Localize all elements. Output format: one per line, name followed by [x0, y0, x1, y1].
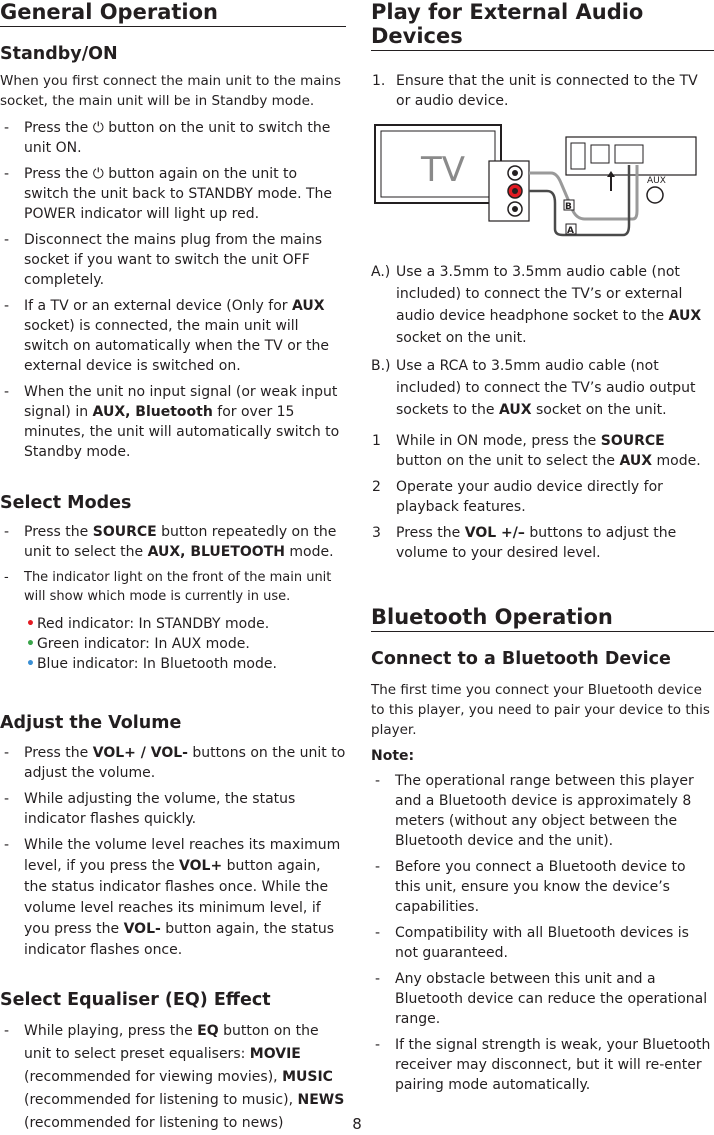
connection-diagram — [371, 121, 701, 241]
note-bullet-4: - Any obstacle between this unit and a Bluetooth device can reduce the operational range. — [375, 971, 708, 1027]
green-dot-icon: • — [26, 636, 35, 652]
modes-bullet-1: - Press the SOURCE button repeatedly on the unit to select the AUX, BLUETOOTH mode. — [4, 524, 337, 560]
step-1-source: 1 While in ON mode, press the SOURCE button on the unit to select the AUX mode. — [372, 433, 701, 469]
aux-socket-icon — [647, 187, 663, 203]
volume-bullet-3: - While the volume level reaches its maximum level, if you press the VOL+ button again, the status indicator flashes once. While the volume level reaches its minimum level, if you press the VOL- button again, the status indicator flashes once. — [4, 837, 341, 958]
section-title-bluetooth: Bluetooth Operation — [371, 605, 714, 632]
volume-bullet-2: - While adjusting the volume, the status indicator flashes quickly. — [4, 791, 296, 827]
heading-select-eq: Select Equaliser (EQ) Effect — [0, 990, 271, 1010]
heading-adjust-volume: Adjust the Volume — [0, 713, 182, 733]
heading-select-modes: Select Modes — [0, 493, 132, 513]
tv-audio-sockets — [489, 161, 529, 221]
section-title-general-operation: General Operation — [0, 0, 346, 27]
option-b: B.) Use a RCA to 3.5mm audio cable (not included) to connect the TV’s audio output sockets to the AUX socket on the unit. — [371, 358, 696, 418]
step-3-volume: 3 Press the VOL +/– buttons to adjust the volume to your desired level. — [372, 525, 677, 561]
indicator-blue: • Blue indicator: In Bluetooth mode. — [26, 656, 277, 672]
note-bullet-5: - If the signal strength is weak, your Bluetooth receiver may disconnect, but it will re-enter pairing mode automatically. — [375, 1037, 711, 1093]
cable-label-a: A — [567, 226, 574, 236]
note-bullet-1: - The operational range between this player and a Bluetooth device is approximately 8 meters (without any object between the Bluetooth device and the unit). — [375, 773, 694, 849]
indicator-green: • Green indicator: In AUX mode. — [26, 636, 250, 652]
step-ensure-connected: 1. Ensure that the unit is connected to the TV or audio device. — [372, 73, 698, 109]
soundbar-rear-panel — [566, 137, 696, 203]
tv-illustration — [375, 125, 501, 203]
blue-dot-icon: • — [26, 656, 35, 672]
note-bullet-2: - Before you connect a Bluetooth device to this unit, ensure you know the device’s capabilities. — [375, 859, 686, 915]
standby-bullet-1: - Press the ⏻ button on the unit to switch the unit ON. — [4, 120, 331, 156]
volume-bullet-1: - Press the VOL+ / VOL- buttons on the unit to adjust the volume. — [4, 745, 346, 781]
left-column — [0, 0, 346, 1135]
bluetooth-intro: The first time you connect your Bluetooth device to this player, you need to pair your device to this player. — [371, 682, 710, 738]
standby-bullet-5: - When the unit no input signal (or weak input signal) in AUX, Bluetooth for over 15 minutes, the unit will automatically switch to Standby mode. — [4, 384, 340, 460]
cable-label-b: B — [565, 202, 572, 212]
standby-intro: When you first connect the main unit to the mains socket, the main unit will be in Standby mode. — [0, 73, 341, 109]
page-number: 8 — [352, 1115, 362, 1133]
step-2-operate: 2 Operate your audio device directly for playback features. — [372, 479, 663, 515]
modes-bullet-2: - The indicator light on the front of the main unit will show which mode is currently in use. — [4, 570, 332, 604]
eq-bullet-1: - While playing, press the EQ button on the unit to select preset equalisers: MOVIE (recommended for viewing movies), MUSIC (recommended for listening to music), NEWS (recommended for listening to news) — [4, 1023, 345, 1131]
standby-bullet-2: - Press the ⏻ button again on the unit to switch the unit back to STANDBY mode. The POWER indicator will light up red. — [4, 166, 333, 222]
note-label: Note: — [371, 748, 415, 764]
note-bullet-3: - Compatibility with all Bluetooth devices is not guaranteed. — [375, 925, 689, 961]
heading-connect-bluetooth: Connect to a Bluetooth Device — [371, 649, 671, 669]
indicator-list — [0, 614, 346, 674]
aux-label: AUX — [647, 176, 666, 186]
power-icon: ⏻ — [92, 120, 104, 136]
standby-bullet-4: - If a TV or an external device (Only for AUX socket) is connected, the main unit will switch on automatically when the TV or the external device is switched on. — [4, 298, 329, 374]
tv-label: TV — [421, 150, 466, 190]
red-dot-icon: • — [26, 616, 35, 632]
standby-bullet-3: - Disconnect the mains plug from the mains socket if you want to switch the unit OFF completely. — [4, 232, 323, 288]
cable-labels — [564, 200, 576, 236]
power-icon: ⏻ — [92, 166, 104, 182]
option-a: A.) Use a 3.5mm to 3.5mm audio cable (not included) to connect the TV’s or external audio device headphone socket to the AUX socket on the unit. — [371, 264, 702, 346]
heading-standby: Standby/ON — [0, 44, 118, 64]
section-title-external-audio: Play for External Audio Devices — [371, 0, 714, 51]
indicator-red: • Red indicator: In STANDBY mode. — [26, 616, 270, 632]
right-column — [371, 0, 714, 1095]
